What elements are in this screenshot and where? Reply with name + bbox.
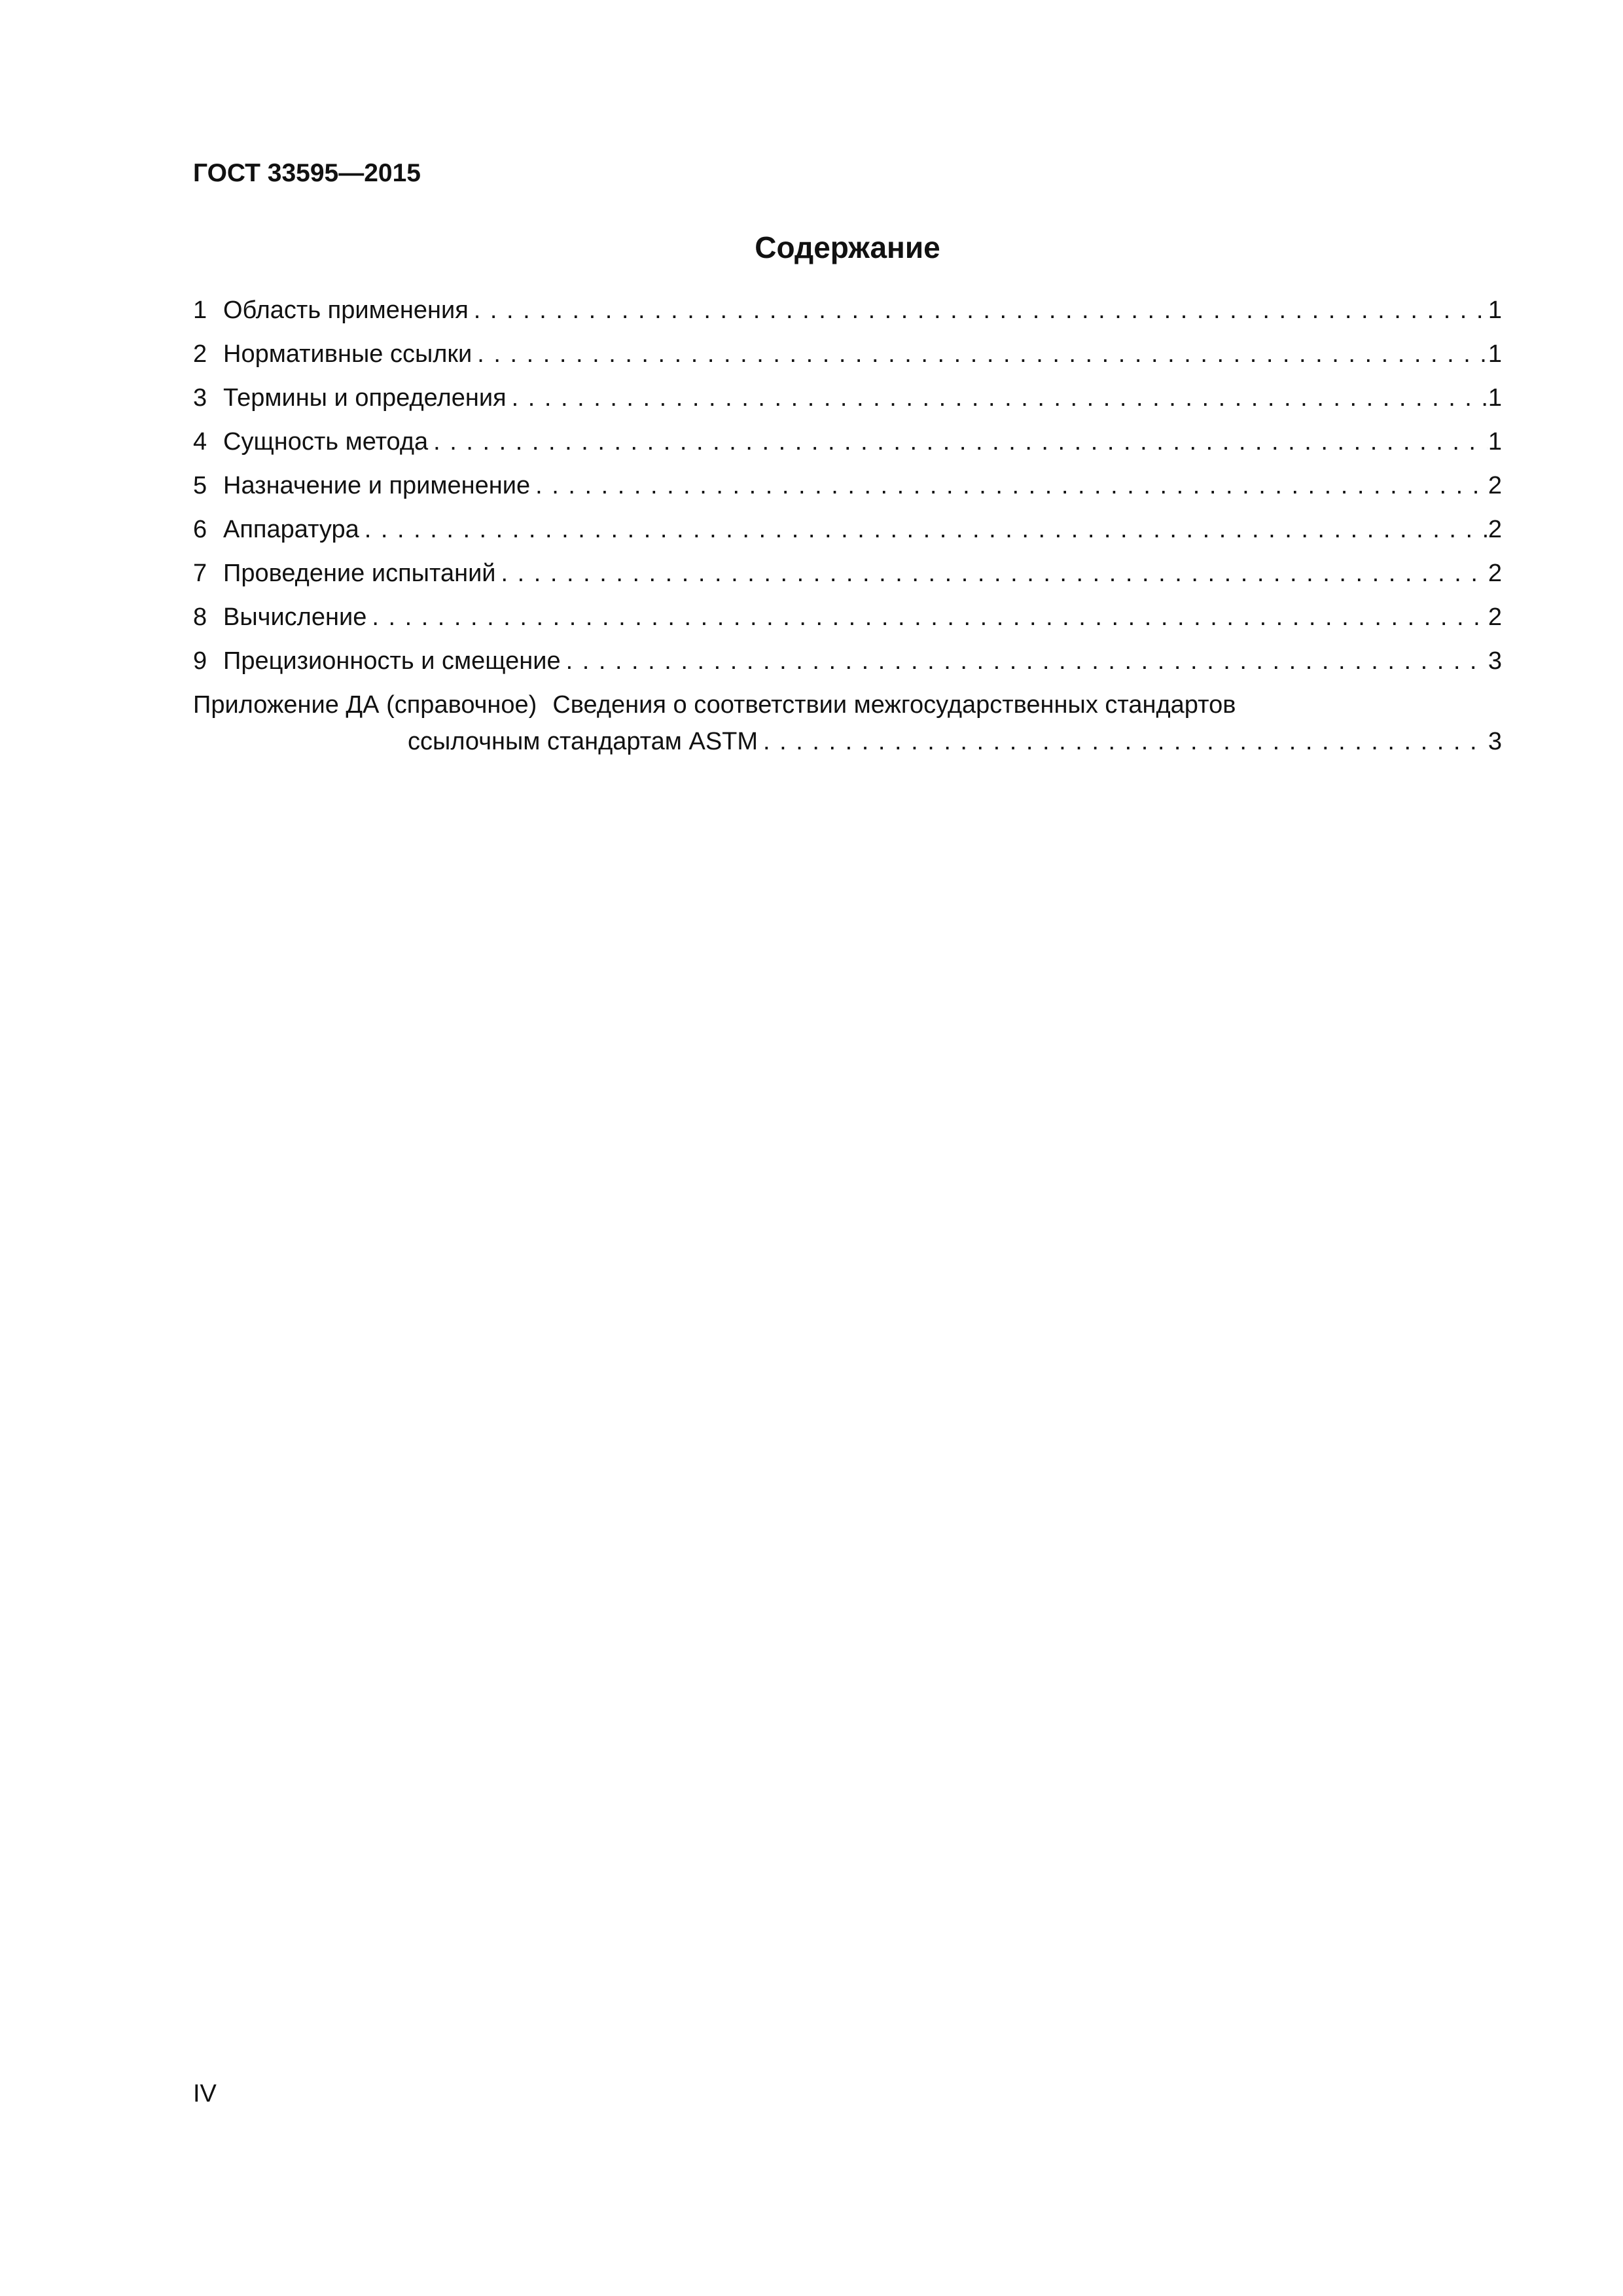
toc-entry-page: 2 [1488,516,1502,543]
toc-entry-number: 9 [193,647,207,675]
toc-entry-label: Назначение и применение [223,472,531,499]
appendix-title-line-1: Сведения о соответствии межгосударственных стандартов [552,691,1236,719]
toc-title: Содержание [755,230,940,264]
toc-entry-appendix[interactable] [193,692,1502,773]
toc-entry-8[interactable] [193,605,1502,649]
toc-entry-9[interactable] [193,649,1502,692]
toc-entry-3[interactable] [193,386,1502,429]
toc-entry-page: 1 [1488,384,1502,412]
toc-entry-number: 1 [193,296,207,324]
toc-entry-number: 8 [193,603,207,631]
toc-entry-number: 6 [193,516,207,543]
toc-leader-dots [359,517,1488,542]
toc-leader-dots [366,605,1488,630]
toc-leader-dots [507,386,1488,410]
toc-entry-page: 3 [1488,728,1502,755]
toc-entry-label: Вычисление [223,603,367,631]
toc-entry-number: 4 [193,428,207,456]
toc-entry-page: 1 [1488,428,1502,456]
toc-entry-2[interactable] [193,342,1502,386]
toc-entry-page: 2 [1488,560,1502,587]
appendix-prefix: Приложение ДА (справочное) [193,691,537,719]
toc-entry-4[interactable] [193,429,1502,473]
appendix-heading-line [193,692,1502,729]
toc-entry-label: Проведение испытаний [223,560,496,587]
toc-entry-label: Нормативные ссылки [223,340,473,368]
toc-entry-1[interactable] [193,298,1502,342]
toc-entry-label: Сущность метода [223,428,429,456]
toc-entry-page: 1 [1488,340,1502,368]
toc-entry-6[interactable] [193,517,1502,561]
toc-entry-label: Термины и определения [223,384,507,412]
toc-entry-page: 3 [1488,647,1502,675]
appendix-title-line-2: ссылочным стандартам ASTM [408,728,758,755]
toc-entry-label: Аппаратура [223,516,359,543]
toc-entry-page: 1 [1488,296,1502,324]
document-code: ГОСТ 33595—2015 [193,159,421,187]
toc-leader-dots [428,429,1488,454]
toc-leader-dots [758,729,1488,754]
toc-entry-label: Область применения [223,296,469,324]
toc-entry-page: 2 [1488,603,1502,631]
toc-leader-dots [469,298,1488,323]
toc-entry-5[interactable] [193,473,1502,517]
toc-entry-number: 2 [193,340,207,368]
toc-leader-dots [472,342,1488,367]
toc-leader-dots [561,649,1488,673]
appendix-title-line-2-row [193,729,1502,773]
page-number: IV [193,2080,217,2108]
toc-leader-dots [496,561,1488,586]
toc-entry-page: 2 [1488,472,1502,499]
toc-entry-label: Прецизионность и смещение [223,647,561,675]
toc-leader-dots [530,473,1488,498]
toc-entry-number: 5 [193,472,207,499]
toc-entry-number: 7 [193,560,207,587]
toc-entry-7[interactable] [193,561,1502,605]
table-of-contents [193,298,1502,773]
toc-entry-number: 3 [193,384,207,412]
